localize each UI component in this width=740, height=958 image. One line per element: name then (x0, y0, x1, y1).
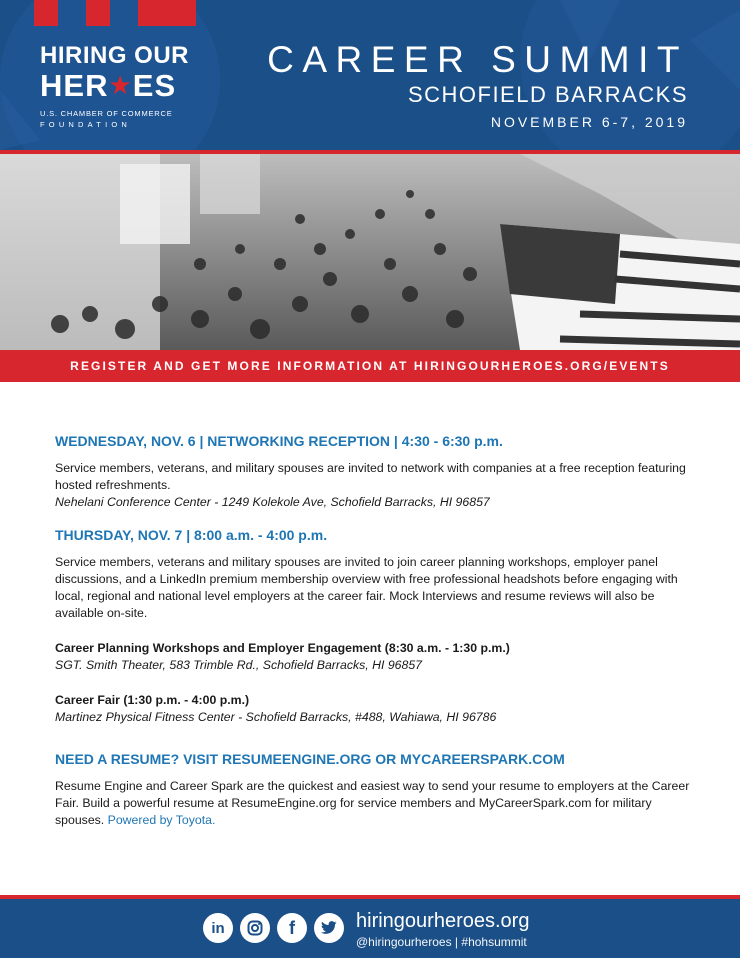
main-content (55, 432, 695, 829)
footer (0, 899, 740, 958)
instagram-icon[interactable] (240, 913, 270, 943)
flag-stripe (34, 0, 58, 26)
logo-heroes-post: ES (132, 68, 177, 103)
powered-by-toyota-link[interactable]: Powered by Toyota. (107, 813, 216, 827)
twitter-handle[interactable]: @hiringourheroes (356, 935, 452, 949)
footer-text (356, 910, 529, 949)
page-title: CAREER SUMMIT (267, 39, 688, 80)
workshops-location: SGT. Smith Theater, 583 Trimble Rd., Schofield Barracks, HI 96857 (55, 658, 423, 672)
career-fair-location: Martinez Physical Fitness Center - Schofield Barracks, #488, Wahiawa, HI 96786 (55, 710, 497, 724)
event-photo (0, 150, 740, 350)
footer-handles (356, 935, 529, 949)
wednesday-location: Nehelani Conference Center - 1249 Kolekole Ave, Schofield Barracks, HI 96857 (55, 495, 490, 509)
crowd-photo-illustration (0, 154, 740, 350)
page-subtitle: SCHOFIELD BARRACKS (407, 82, 688, 107)
twitter-icon[interactable] (314, 913, 344, 943)
facebook-icon[interactable]: f (277, 913, 307, 943)
wednesday-body: Service members, veterans, and military spouses are invited to network with companies at a free reception featuring hosted refreshments. (55, 461, 686, 492)
flag-illustration (500, 224, 740, 350)
career-fair-title: Career Fair (1:30 p.m. - 4:00 p.m.) (55, 693, 250, 707)
flag-stripe (86, 0, 110, 26)
logo-line1: HIRING OUR (40, 42, 189, 69)
register-banner[interactable]: REGISTER AND GET MORE INFORMATION AT HIRINGOURHEROES.ORG/EVENTS (0, 350, 740, 382)
wednesday-heading: WEDNESDAY, NOV. 6 | NETWORKING RECEPTION | 4:30 - 6:30 p.m. (55, 433, 503, 449)
flag-stripe (138, 0, 196, 26)
logo-line3: U.S. CHAMBER OF COMMERCE (40, 109, 173, 118)
logo-line4: FOUNDATION (40, 120, 132, 129)
hashtag[interactable]: #hohsummit (461, 935, 527, 949)
event-date: NOVEMBER 6-7, 2019 (490, 114, 688, 130)
thursday-heading: THURSDAY, NOV. 7 | 8:00 a.m. - 4:00 p.m. (55, 527, 328, 543)
handle-separator: | (454, 935, 459, 949)
workshops-title: Career Planning Workshops and Employer Engagement (8:30 a.m. - 1:30 p.m.) (55, 641, 510, 655)
logo-line2 (40, 69, 189, 102)
resume-body-text: Resume Engine and Career Spark are the quickest and easiest way to send your resume to employers at the Career Fair. Build a powerful resume at ResumeEngine.org for service members and MyCareerSpark.com for military spouses. (55, 779, 690, 827)
hiring-our-heroes-logo (40, 44, 189, 129)
title-block (267, 40, 688, 130)
footer-website-link[interactable]: hiringourheroes.org (356, 910, 530, 932)
thursday-body: Service members, veterans and military spouses are invited to join career planning workshops, employer panel discussions, and a LinkedIn premium membership overview with free professional headshots before engaging with local, regional and national level employers at the career fair. Mock Interviews and resume reviews will also be available on-site. (55, 555, 678, 620)
header-banner (0, 0, 740, 150)
resume-body (55, 778, 695, 829)
star-icon: ★ (108, 70, 133, 100)
linkedin-icon[interactable]: in (203, 913, 233, 943)
social-icons (203, 913, 344, 943)
logo-heroes-pre: HER (40, 68, 109, 103)
resume-heading[interactable]: NEED A RESUME? VISIT RESUMEENGINE.ORG OR MYCAREERSPARK.COM (55, 751, 565, 767)
